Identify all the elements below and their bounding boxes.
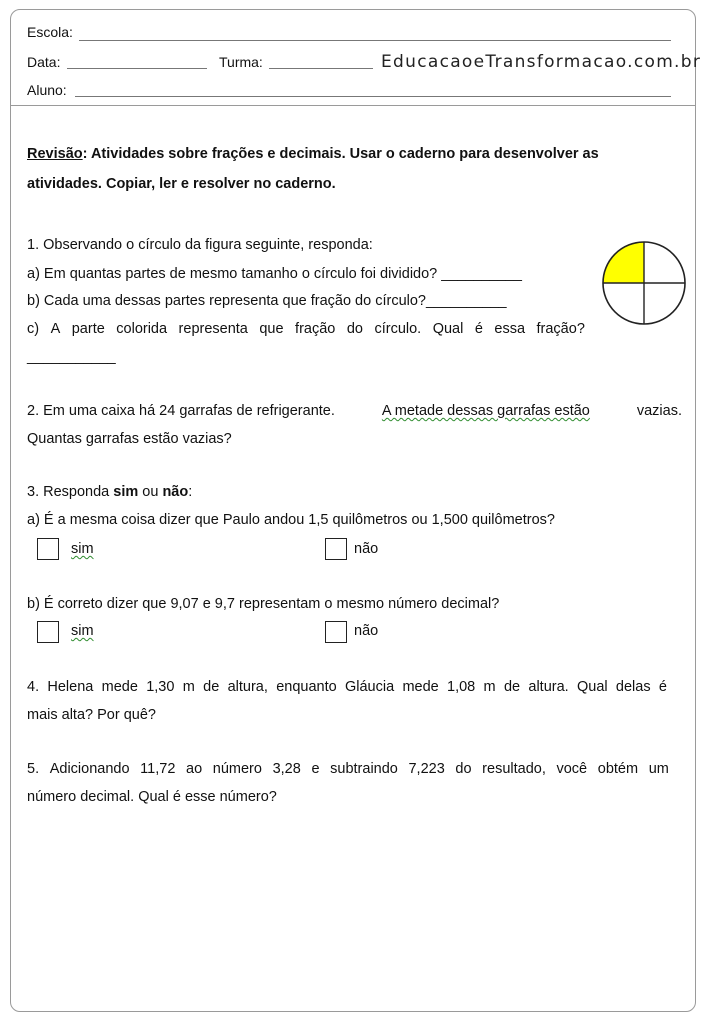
q3-stem-nao: não (162, 484, 189, 500)
q4-line-1-word: altura, (227, 679, 268, 695)
q4-line-1-word: Gláucia (344, 679, 395, 695)
q2-line-1-c: vazias. (636, 403, 682, 419)
q5-line-1-word: e (311, 761, 320, 777)
q1-c-word: Qual (432, 321, 464, 337)
q4-line-1-word: é (658, 679, 667, 695)
q5-line-1 (27, 761, 669, 777)
q4-line-1-word: mede (101, 679, 138, 695)
q1-c-blank: ___________ (27, 349, 116, 365)
q3a-sim-label: sim (71, 541, 94, 557)
q2-line-1-grammar-flag: A metade dessas garrafas estão (381, 403, 590, 419)
q4-line-1-word: enquanto (276, 679, 337, 695)
q5-line-1-word: obtém (597, 761, 639, 777)
q3-stem-end: : (188, 484, 193, 500)
q5-line-1-word: 7,223 (408, 761, 445, 777)
q2-line-1 (27, 403, 682, 419)
worksheet (10, 9, 702, 1012)
q3-b: b) É correto dizer que 9,07 e 9,7 representam o mesmo número decimal? (27, 596, 500, 612)
q3b-nao-label: não (354, 623, 379, 639)
q5-line-1-word: você (556, 761, 588, 777)
q5-line-1-word: número (212, 761, 262, 777)
q1-a: a) Em quantas partes de mesmo tamanho o círculo foi dividido? __________ (27, 266, 522, 282)
q5-line-1-word: 11,72 (140, 761, 176, 777)
q3b-sim-checkbox[interactable] (37, 621, 59, 643)
q1-c-word: círculo. (374, 321, 422, 337)
q1-c-word: c) (27, 321, 40, 337)
q5-line-1-word: do (455, 761, 472, 777)
q3-stem-mid: ou (138, 484, 163, 500)
q3b-nao-checkbox[interactable] (325, 621, 347, 643)
q4-line-1-word: 1,30 (146, 679, 175, 695)
date-field[interactable] (67, 68, 207, 69)
q5-line-1-word: 5. (27, 761, 40, 777)
q5-line-1-word: resultado, (482, 761, 546, 777)
q3b-sim-label: sim (71, 623, 94, 639)
q4-line-1 (27, 679, 667, 695)
q1-c-word: que (259, 321, 284, 337)
q4-line-1-word: delas (615, 679, 651, 695)
q5-line-2: número decimal. Qual é esse número? (27, 789, 277, 805)
q1-c-word: A (50, 321, 61, 337)
q4-line-1-word: m (483, 679, 496, 695)
worksheet-header (11, 10, 702, 106)
q4-line-1-word: m (182, 679, 195, 695)
q1-b: b) Cada uma dessas partes representa que fração do círculo?__________ (27, 293, 507, 309)
intro-line-1-text: : Atividades sobre frações e decimais. Usar o caderno para desenvolver as (82, 146, 599, 162)
q5-line-1-word: Adicionando (49, 761, 130, 777)
q1-c-word: colorida (116, 321, 168, 337)
q1-c-word: essa (494, 321, 526, 337)
q4-line-1-word: 1,08 (447, 679, 476, 695)
q3-stem (27, 484, 192, 500)
q3-stem-sim: sim (113, 484, 139, 500)
q2-line-1-a: 2. Em uma caixa há 24 garrafas de refrigerante. (27, 403, 335, 419)
q3-a: a) É a mesma coisa dizer que Paulo andou 1,5 quilômetros ou 1,500 quilômetros? (27, 512, 555, 528)
revisao-label: Revisão (27, 146, 83, 162)
q3a-nao-label: não (354, 541, 379, 557)
q5-line-1-word: 3,28 (272, 761, 301, 777)
q5-line-1-word: ao (186, 761, 203, 777)
q1-c (27, 321, 585, 337)
q4-line-1-word: Helena (47, 679, 94, 695)
fraction-circle-figure (599, 238, 689, 333)
brand-logo-text: EducacaoeTransformacao.com.br (381, 52, 702, 72)
class-label: Turma: (219, 54, 263, 70)
q4-line-1-word: de (503, 679, 521, 695)
q4-line-1-word: altura. (528, 679, 569, 695)
q1-c-word: representa (178, 321, 248, 337)
intro-line-1 (27, 146, 599, 162)
q5-line-1-word: subtraindo (330, 761, 398, 777)
q3a-sim-checkbox[interactable] (37, 538, 59, 560)
q1-c-word: fração? (536, 321, 585, 337)
intro-line-2: atividades. Copiar, ler e resolver no caderno. (27, 176, 336, 192)
q4-line-1-word: mede (402, 679, 439, 695)
q4-line-1-word: 4. (27, 679, 40, 695)
q3a-nao-checkbox[interactable] (325, 538, 347, 560)
q4-line-1-word: de (203, 679, 220, 695)
student-field[interactable] (75, 96, 671, 97)
class-field[interactable] (269, 68, 373, 69)
q5-line-1-word: um (648, 761, 669, 777)
q3-stem-a: 3. Responda (27, 484, 114, 500)
school-field[interactable] (79, 40, 671, 41)
q4-line-2: mais alta? Por quê? (27, 707, 156, 723)
q4-line-1-word: Qual (576, 679, 608, 695)
q1-c-word: é (474, 321, 483, 337)
school-label: Escola: (27, 24, 73, 40)
q1-stem: 1. Observando o círculo da figura seguinte, responda: (27, 237, 373, 253)
fraction-circle (599, 238, 689, 328)
q1-c-word: parte (71, 321, 105, 337)
q1-c-word: fração (295, 321, 336, 337)
q1-c-word: do (346, 321, 363, 337)
student-label: Aluno: (27, 82, 67, 98)
date-label: Data: (27, 54, 61, 70)
q2-line-2: Quantas garrafas estão vazias? (27, 431, 232, 447)
